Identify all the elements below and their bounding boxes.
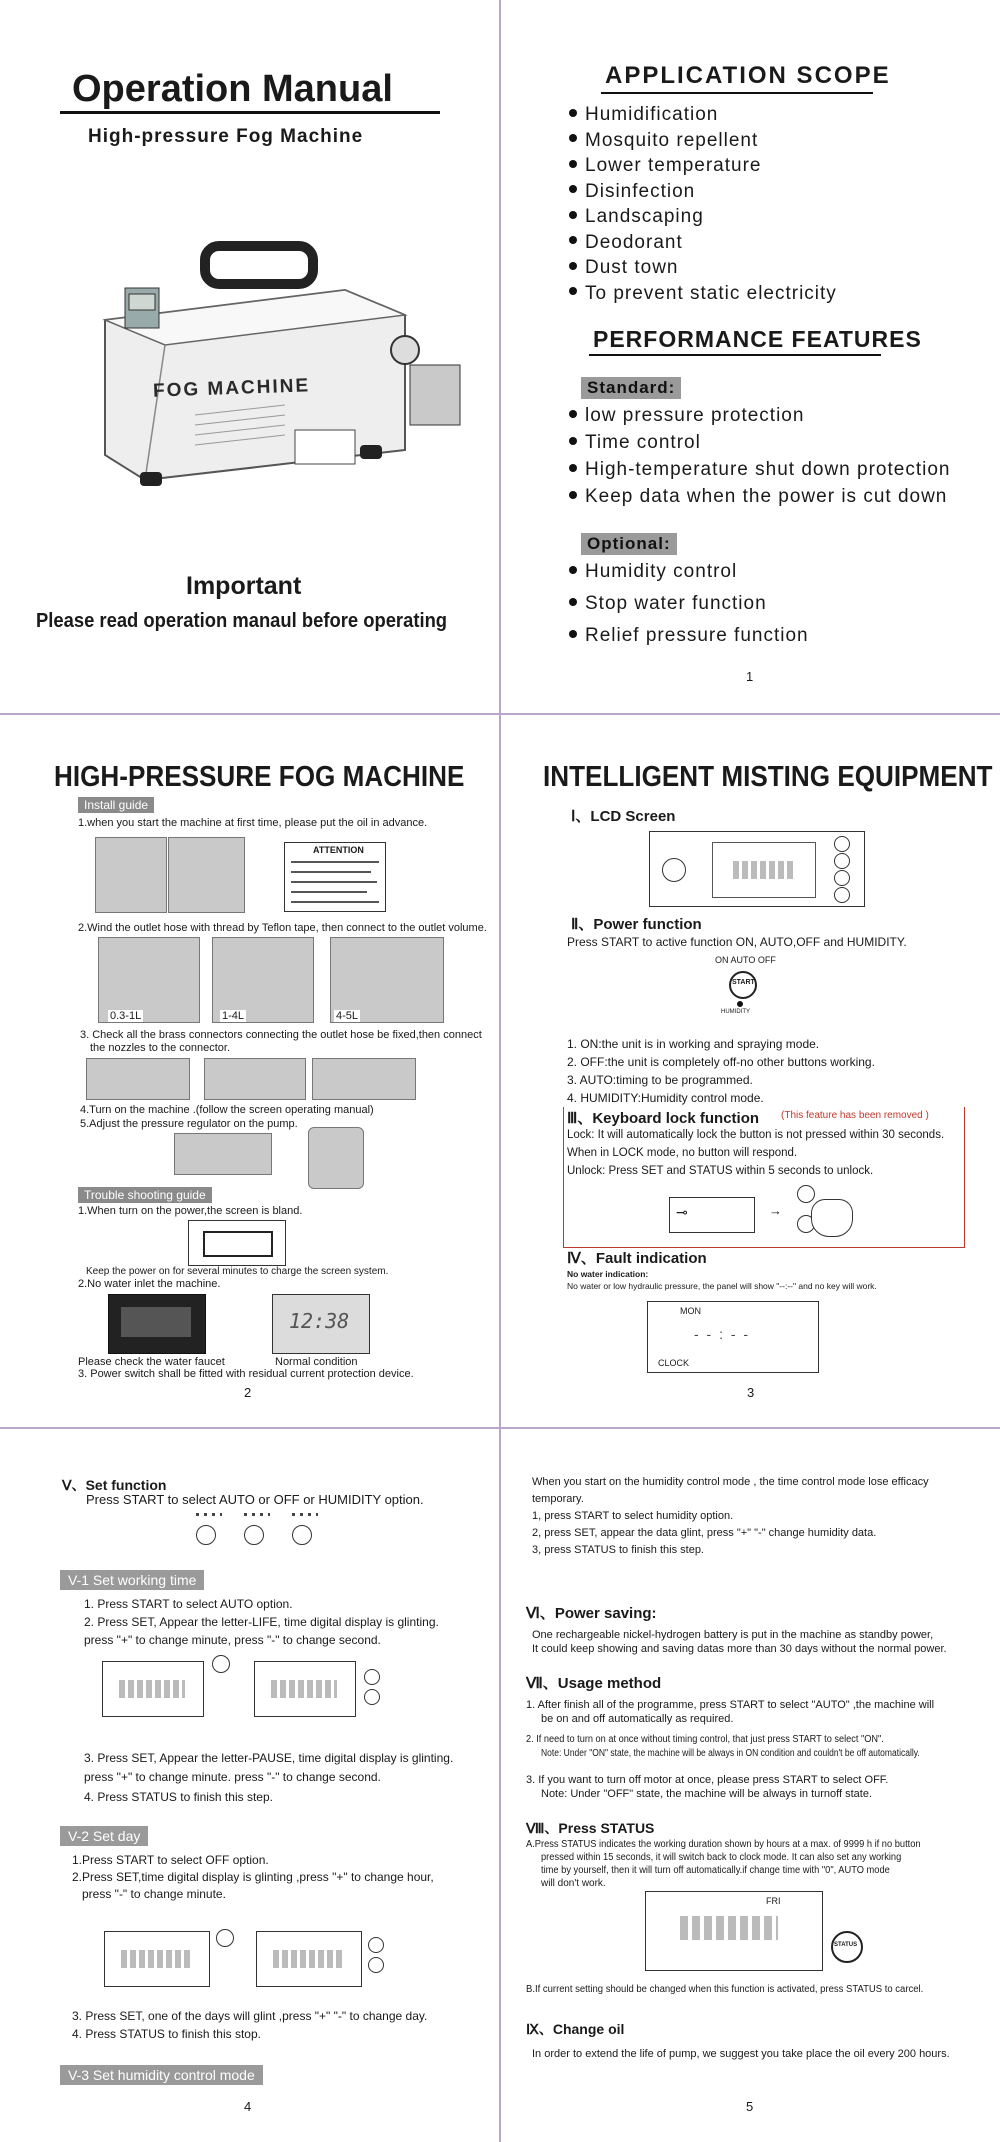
- scope-item: To prevent static electricity: [569, 283, 837, 309]
- mode-off: 2. OFF:the unit is completely off-no other buttons working.: [567, 1055, 875, 1069]
- status-a-3: time by yourself, then it will turn off automatically.if change time with "0", AUTO mode: [541, 1865, 890, 1876]
- mode-auto: 3. AUTO:timing to be programmed.: [567, 1073, 753, 1087]
- v1-step-1: 1. Press START to select AUTO option.: [84, 1597, 293, 1611]
- status-b: B.If current setting should be changed when this function is activated, press STATUS to carcel.: [526, 1984, 924, 1995]
- v1-set-knob: [212, 1655, 230, 1673]
- install-step-5: 5.Adjust the pressure regulator on the pump.: [80, 1118, 298, 1130]
- usage-page: [501, 1429, 1000, 2142]
- usage-2-note: Note: Under "ON" state, the machine will be always in ON condition and couldn't be off automatically.: [541, 1748, 920, 1759]
- power-saving-1: One rechargeable nickel-hydrogen battery is put in the machine as standby power,: [532, 1629, 934, 1641]
- humidity-step-2: 2, press SET, appear the data glint, press "+" "-" change humidity data.: [532, 1527, 877, 1539]
- plus-knob: [834, 853, 850, 869]
- lock-heading: Ⅲ、Keyboard lock function: [567, 1110, 760, 1127]
- connector-photo-3: [312, 1058, 416, 1100]
- v2-plus-knob: [368, 1937, 384, 1953]
- connector-photo-1: [86, 1058, 190, 1100]
- fault-lcd-clock: CLOCK: [658, 1358, 690, 1368]
- status-a-4: will don't work.: [541, 1878, 606, 1889]
- v1-tag: V-1 Set working time: [60, 1570, 204, 1590]
- page-number: 2: [244, 1385, 252, 1400]
- optional-label: Optional:: [581, 533, 677, 555]
- power-saving-heading: Ⅵ、Power saving:: [526, 1605, 657, 1622]
- optional-item: Humidity control: [569, 561, 809, 593]
- lock-removed-note: (This feature has been removed ): [781, 1110, 929, 1121]
- humidity-label: HUMIDITY: [721, 1009, 750, 1015]
- standard-item: Time control: [569, 432, 950, 459]
- v2-step-2-cont: press "-" to change minute.: [82, 1887, 226, 1901]
- install-step-1: 1.when you start the machine at first time, please put the oil in advance.: [78, 817, 428, 829]
- scope-item: Dust town: [569, 257, 837, 283]
- lock-desc-3: Unlock: Press SET and STATUS within 5 seconds to unlock.: [567, 1165, 874, 1177]
- v1-lcd-2: [254, 1661, 356, 1717]
- cover-subtitle: High-pressure Fog Machine: [88, 126, 364, 147]
- v1-lcd-1: [102, 1661, 204, 1717]
- page-number: 4: [244, 2099, 252, 2114]
- machine-illustration: [85, 240, 465, 500]
- capacity-label-1: 0.3-1L: [110, 1010, 142, 1022]
- status-knob: [834, 887, 850, 903]
- status-lcd: [645, 1891, 823, 1971]
- v1-step-2-cont: press "+" to change minute, press "-" to change second.: [84, 1633, 381, 1647]
- unlock-hand-diagram: [797, 1185, 857, 1237]
- v2-set-knob: [216, 1929, 234, 1947]
- v2-step-4: 4. Press STATUS to finish this stop.: [72, 2027, 261, 2041]
- set-function-page: [0, 1429, 499, 2142]
- v2-step-1: 1.Press START to select OFF option.: [72, 1853, 269, 1867]
- fault-lcd-dashes: - - : - -: [694, 1326, 751, 1342]
- power-heading: Ⅱ、Power function: [571, 916, 702, 933]
- press-status-heading: Ⅷ、Press STATUS: [526, 1820, 655, 1836]
- usage-heading: Ⅶ、Usage method: [526, 1675, 662, 1692]
- scope-title: APPLICATION SCOPE: [605, 62, 891, 89]
- fault-lcd: [647, 1301, 819, 1373]
- scope-item: Landscaping: [569, 206, 837, 232]
- lcd-heading: Ⅰ、LCD Screen: [571, 808, 676, 825]
- performance-underline: [589, 354, 881, 356]
- scope-item: Deodorant: [569, 232, 837, 258]
- connector-photo-2: [204, 1058, 306, 1100]
- attention-box: [284, 842, 386, 912]
- standard-item: High-temperature shut down protection: [569, 459, 950, 486]
- performance-title: PERFORMANCE FEATURES: [593, 326, 922, 352]
- status-button-diagram: [831, 1931, 863, 1963]
- usage-1: 1. After finish all of the programme, press START to select "AUTO" ,the machine will: [526, 1699, 935, 1711]
- install-step-3-cont: the nozzles to the connector.: [90, 1042, 231, 1054]
- oil-photo-1: [95, 837, 167, 913]
- v1-step-4: 4. Press STATUS to finish this step.: [84, 1790, 273, 1804]
- misting-title: INTELLIGENT MISTING EQUIPMENT: [543, 761, 993, 793]
- set-knob: [834, 836, 850, 852]
- install-guide-tag: Install guide: [78, 797, 154, 813]
- lcd-display: [712, 842, 816, 898]
- v2-lcd-2: [256, 1931, 362, 1987]
- start-button-diagram: [723, 967, 763, 1021]
- standard-item: Keep data when the power is cut down: [569, 486, 950, 513]
- scope-underline: [601, 92, 873, 94]
- install-title: HIGH-PRESSURE FOG MACHINE: [54, 761, 465, 793]
- humidity-intro: When you start on the humidity control mode , the time control mode lose efficacy: [532, 1476, 929, 1488]
- v2-lcd-1: [104, 1931, 210, 1987]
- change-oil-heading: Ⅸ、Change oil: [526, 2021, 625, 2037]
- machine-label: FOG MACHINE: [152, 375, 311, 402]
- optional-item: Stop water function: [569, 593, 809, 625]
- page-number: 3: [747, 1385, 755, 1400]
- set-desc: Press START to select AUTO or OFF or HUMIDITY option.: [86, 1492, 424, 1507]
- humidity-intro-cont: temporary.: [532, 1493, 584, 1505]
- misting-page: [501, 715, 1000, 1428]
- v1-minus-knob: [364, 1689, 380, 1705]
- usage-3: 3. If you want to turn off motor at once, please press START to select OFF.: [526, 1774, 889, 1786]
- fault-sub: No water indication:: [567, 1269, 649, 1279]
- power-desc: Press START to active function ON, AUTO,OFF and HUMIDITY.: [567, 935, 907, 949]
- scope-item: Humidification: [569, 104, 837, 130]
- usage-2: 2. If need to turn on at once without timing control, that just press START to select "ON".: [526, 1734, 884, 1745]
- faucet-caption: Please check the water faucet: [78, 1356, 225, 1368]
- status-button-label: STATUS: [834, 1942, 858, 1948]
- modes-label: ON AUTO OFF: [715, 955, 776, 965]
- important-heading: Important: [186, 572, 302, 600]
- trouble-guide-tag: Trouble shooting guide: [78, 1187, 212, 1203]
- oil-photo-2: [168, 837, 245, 913]
- optional-item: Relief pressure function: [569, 625, 809, 657]
- title-underline: [60, 111, 440, 114]
- set-heading: Ⅴ、Set function: [62, 1477, 167, 1493]
- scope-item: Disinfection: [569, 181, 837, 207]
- lcd-diagram: [649, 831, 865, 907]
- cover-page: [0, 0, 499, 713]
- normal-caption: Normal condition: [275, 1356, 358, 1368]
- lock-display: [669, 1197, 755, 1233]
- v2-step-3: 3. Press SET, one of the days will glint ,press "+" "-" to change day.: [72, 2009, 428, 2023]
- v1-step-3-cont: press "+" to change minute. press "-" to change second.: [84, 1770, 381, 1784]
- pump-photo: [174, 1133, 272, 1175]
- usage-3-note: Note: Under "OFF" state, the machine will be always in turnoff state.: [541, 1788, 873, 1800]
- scope-item: Lower temperature: [569, 155, 837, 181]
- page-number: 1: [746, 669, 754, 684]
- gauge-photo: [308, 1127, 364, 1189]
- install-step-4: 4.Turn on the machine .(follow the screen operating manual): [80, 1104, 374, 1116]
- fault-heading: Ⅳ、Fault indication: [567, 1250, 707, 1267]
- install-step-3: 3. Check all the brass connectors connecting the outlet hose be fixed,then connect: [80, 1029, 482, 1041]
- scope-item: Mosquito repellent: [569, 130, 837, 156]
- start-button-label: START: [732, 979, 755, 986]
- trouble-2: 2.No water inlet the machine.: [78, 1278, 221, 1290]
- v2-tag: V-2 Set day: [60, 1826, 148, 1846]
- capacity-label-3: 4-5L: [336, 1010, 359, 1022]
- standard-label: Standard:: [581, 377, 681, 399]
- standard-list: [569, 405, 950, 513]
- install-step-2: 2.Wind the outlet hose with thread by Teflon tape, then connect to the outlet volume.: [78, 922, 487, 934]
- humidity-step-3: 3, press STATUS to finish this step.: [532, 1544, 704, 1556]
- arrow-icon: →: [769, 1203, 782, 1218]
- v1-plus-knob: [364, 1669, 380, 1685]
- start-knob: [662, 858, 686, 882]
- page-number: 5: [746, 2099, 754, 2114]
- lock-desc-2: When in LOCK mode, no button will respond.: [567, 1147, 798, 1159]
- power-saving-2: It could keep showing and saving datas more than 30 days without the normal power.: [532, 1643, 947, 1655]
- mode-buttons-diagram: [196, 1511, 326, 1553]
- normal-screen-time: 12:38: [289, 1309, 350, 1333]
- capacity-label-2: 1-4L: [222, 1010, 245, 1022]
- mode-humidity: 4. HUMIDITY:Humidity control mode.: [567, 1091, 764, 1105]
- optional-list: [569, 561, 809, 657]
- status-a-2: pressed within 15 seconds, it will switch back to clock mode. It can also set any working: [541, 1852, 902, 1863]
- lock-desc-1: Lock: It will automatically lock the button is not pressed within 30 seconds.: [567, 1129, 945, 1141]
- trouble-3: 3. Power switch shall be fitted with residual current protection device.: [78, 1368, 414, 1380]
- fault-lcd-day: MON: [680, 1306, 701, 1316]
- trouble-1-hint: Keep the power on for several minutes to charge the screen system.: [86, 1266, 389, 1277]
- v1-step-2: 2. Press SET, Appear the letter-LIFE, time digital display is glinting.: [84, 1615, 439, 1629]
- normal-screen: [272, 1294, 370, 1354]
- fault-desc: No water or low hydraulic pressure, the panel will show "--:--" and no key will work.: [567, 1281, 877, 1291]
- status-lcd-day: FRI: [766, 1896, 781, 1906]
- mode-on: 1. ON:the unit is in working and spraying mode.: [567, 1037, 820, 1051]
- change-oil-desc: In order to extend the life of pump, we suggest you take place the oil every 200 hours.: [532, 2048, 950, 2060]
- faucet-screen: [108, 1294, 206, 1354]
- humidity-step-1: 1, press START to select humidity option.: [532, 1510, 734, 1522]
- v3-tag: V-3 Set humidity control mode: [60, 2065, 263, 2085]
- v1-step-3: 3. Press SET, Appear the letter-PAUSE, time digital display is glinting.: [84, 1751, 454, 1765]
- v2-step-2: 2.Press SET,time digital display is glinting ,press "+" to change hour,: [72, 1870, 434, 1884]
- trouble-1: 1.When turn on the power,the screen is bland.: [78, 1205, 303, 1217]
- install-page: [0, 715, 499, 1428]
- v2-minus-knob: [368, 1957, 384, 1973]
- blank-screen: [188, 1220, 286, 1266]
- minus-knob: [834, 870, 850, 886]
- read-notice: Please read operation manaul before operating: [36, 610, 448, 632]
- standard-item: low pressure protection: [569, 405, 950, 432]
- status-a-1: A.Press STATUS indicates the working duration shown by hours at a max. of 9999 h if no button: [526, 1839, 921, 1850]
- usage-1-cont: be on and off automatically as required.: [541, 1713, 734, 1725]
- cover-title: Operation Manual: [72, 68, 393, 110]
- attention-label: ATTENTION: [313, 845, 364, 855]
- scope-list: [569, 104, 837, 308]
- key-icon: ⊸: [676, 1204, 688, 1220]
- scope-page: [501, 0, 1000, 713]
